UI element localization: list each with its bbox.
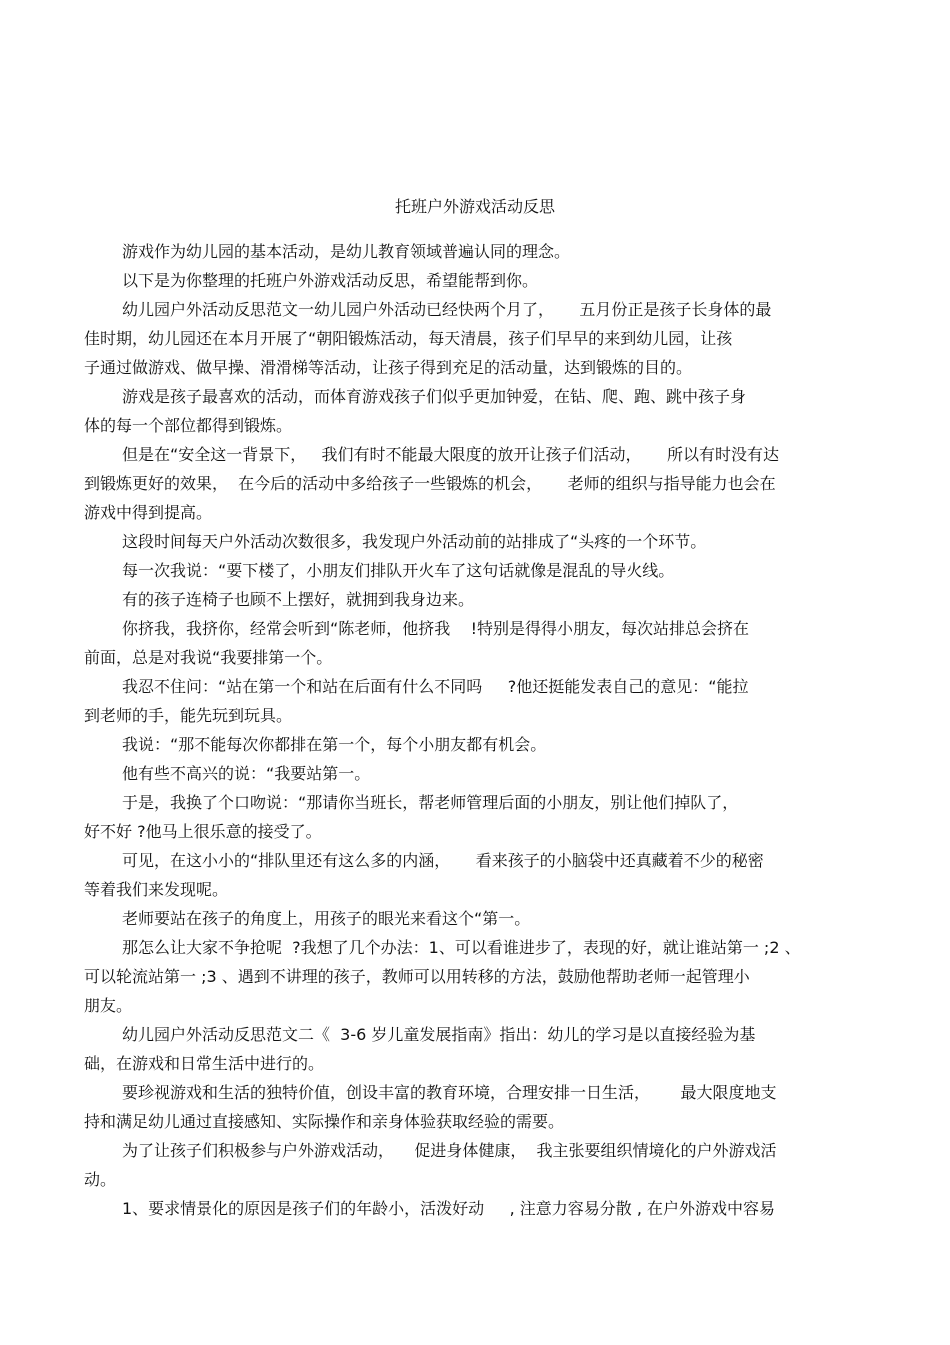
text-line: 前面，总是对我说“我要排第一个。 xyxy=(84,648,333,667)
text-line: 可见，在这小小的“排队里还有这么多的内涵， 看来孩子的小脑袋中还真藏着不少的秘密 xyxy=(122,851,764,870)
text-line: 持和满足幼儿通过直接感知、实际操作和亲身体验获取经验的需要。 xyxy=(84,1112,565,1131)
text-line: 幼儿园户外活动反思范文一幼儿园户外活动已经快两个月了， 五月份正是孩子长身体的最 xyxy=(122,300,772,319)
text-line: 你挤我，我挤你，经常会听到“陈老师，他挤我 !特别是得得小朋友，每次站排总会挤在 xyxy=(122,619,750,638)
text-line: 动。 xyxy=(84,1170,117,1189)
text-line: 到老师的手，能先玩到玩具。 xyxy=(84,706,293,725)
text-line: 每一次我说：“要下楼了，小朋友们排队开火车了这句话就像是混乱的导火线。 xyxy=(122,561,675,580)
text-line: 我说：“那不能每次你都排在第一个，每个小朋友都有机会。 xyxy=(122,735,547,754)
text-line: 有的孩子连椅子也顾不上摆好，就拥到我身边来。 xyxy=(122,590,475,609)
text-line: 游戏中得到提高。 xyxy=(84,503,213,522)
text-line: 我忍不住问：“站在第一个和站在后面有什么不同吗 ?他还挺能发表自己的意见：“能拉 xyxy=(122,677,749,696)
text-line: 可以轮流站第一 ;3 、遇到不讲理的孩子，教师可以用转移的方法，鼓励他帮助老师一起管理小 xyxy=(84,967,750,986)
text-line: 以下是为你整理的托班户外游戏活动反思，希望能帮到你。 xyxy=(122,271,539,290)
text-line: 于是，我换了个口吻说：“那请你当班长，帮老师管理后面的小朋友，别让他们掉队了， xyxy=(122,793,739,812)
document-body xyxy=(0,237,950,1223)
text-line: 那怎么让大家不争抢呢 ?我想了几个办法：1、可以看谁进步了，表现的好，就让谁站第一 ;2 、 xyxy=(122,938,801,957)
text-line: 要珍视游戏和生活的独特价值，创设丰富的教育环境，合理安排一日生活， 最大限度地支 xyxy=(122,1083,777,1102)
text-line: 到锻炼更好的效果， 在今后的活动中多给孩子一些锻炼的机会， 老师的组织与指导能力也会在 xyxy=(84,474,776,493)
document-title: 托班户外游戏活动反思 xyxy=(394,197,555,216)
text-line: 好不好 ?他马上很乐意的接受了。 xyxy=(84,822,322,841)
text-line: 游戏作为幼儿园的基本活动，是幼儿教育领域普遍认同的理念。 xyxy=(122,242,571,261)
text-line: 体的每一个部位都得到锻炼。 xyxy=(84,416,293,435)
text-line: 游戏是孩子最喜欢的活动，而体育游戏孩子们似乎更加钟爱，在钻、爬、跑、跳中孩子身 xyxy=(122,387,747,406)
text-line: 子通过做游戏、做早操、滑滑梯等活动，让孩子得到充足的活动量，达到锻炼的目的。 xyxy=(84,358,693,377)
text-line: 朋友。 xyxy=(84,996,133,1015)
text-line: 但是在“安全这一背景下， 我们有时不能最大限度的放开让孩子们活动， 所以有时没有达 xyxy=(122,445,779,464)
text-line: 他有些不高兴的说：“我要站第一。 xyxy=(122,764,371,783)
text-line: 幼儿园户外活动反思范文二《 3-6 岁儿童发展指南》指出：幼儿的学习是以直接经验为基 xyxy=(122,1025,756,1044)
text-line: 1、要求情景化的原因是孩子们的年龄小，活泼好动 , 注意力容易分散 , 在户外游戏中容易 xyxy=(122,1199,776,1218)
text-line: 这段时间每天户外活动次数很多，我发现户外活动前的站排成了“头疼的一个环节。 xyxy=(122,532,707,551)
text-line: 等着我们来发现呢。 xyxy=(84,880,229,899)
text-line: 础，在游戏和日常生活中进行的。 xyxy=(84,1054,325,1073)
text-line: 老师要站在孩子的角度上，用孩子的眼光来看这个“第一。 xyxy=(122,909,531,928)
text-line: 佳时期，幼儿园还在本月开展了“朝阳锻炼活动，每天清晨，孩子们早早的来到幼儿园，让孩 xyxy=(84,329,733,348)
text-line: 为了让孩子们积极参与户外游戏活动， 促进身体健康， 我主张要组织情境化的户外游戏活 xyxy=(122,1141,777,1160)
